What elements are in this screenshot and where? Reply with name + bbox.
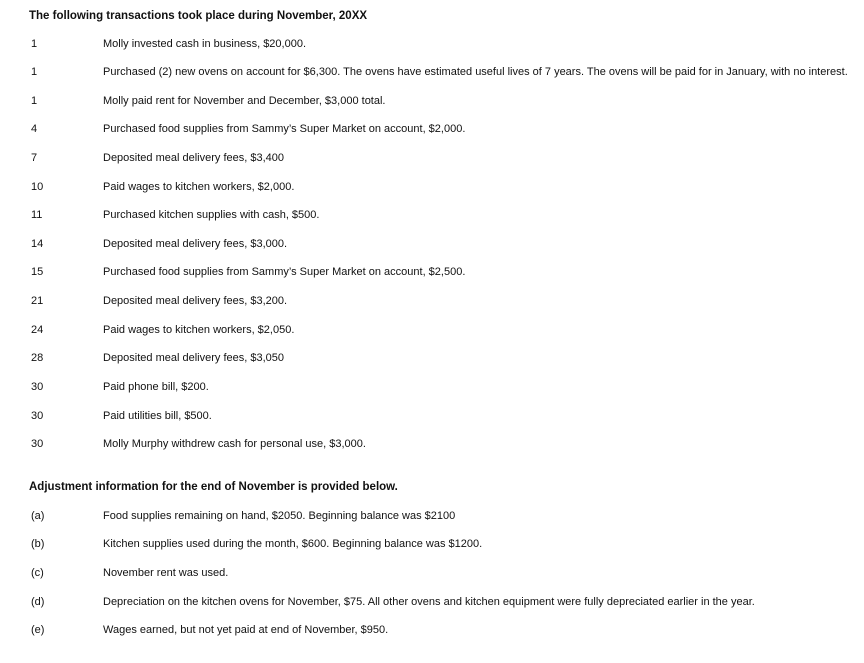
transaction-description: Molly invested cash in business, $20,000. xyxy=(103,38,307,50)
transaction-row xyxy=(0,380,864,394)
transaction-description: Purchased food supplies from Sammy’s Super Market on account, $2,000. xyxy=(103,123,466,135)
transaction-day: 30 xyxy=(31,381,44,393)
adjustment-label: (c) xyxy=(31,567,44,579)
transaction-day: 30 xyxy=(31,438,44,450)
transaction-day: 7 xyxy=(31,152,38,164)
transaction-description: Purchased kitchen supplies with cash, $500. xyxy=(103,209,320,221)
transaction-description: Molly Murphy withdrew cash for personal use, $3,000. xyxy=(103,438,366,450)
transaction-row xyxy=(0,437,864,451)
transaction-description: Purchased food supplies from Sammy’s Super Market on account, $2,500. xyxy=(103,266,466,278)
transaction-row xyxy=(0,294,864,308)
transaction-day: 1 xyxy=(31,38,38,50)
transaction-day: 15 xyxy=(31,266,44,278)
transaction-day: 4 xyxy=(31,123,38,135)
transaction-description: Deposited meal delivery fees, $3,050 xyxy=(103,352,284,364)
transaction-day: 24 xyxy=(31,324,44,336)
transaction-row xyxy=(0,208,864,222)
transactions-title: The following transactions took place during November, 20XX xyxy=(29,10,368,22)
adjustment-description: November rent was used. xyxy=(103,567,229,579)
transaction-description: Purchased (2) new ovens on account for $6,300. The ovens have estimated useful lives of 7 years. The ovens will be paid for in January, with no interest. xyxy=(103,66,848,78)
transaction-description: Deposited meal delivery fees, $3,000. xyxy=(103,238,288,250)
transaction-row xyxy=(0,265,864,279)
transaction-row xyxy=(0,323,864,337)
transaction-description: Deposited meal delivery fees, $3,400 xyxy=(103,152,284,164)
adjustment-row xyxy=(0,537,864,551)
transaction-day: 30 xyxy=(31,410,44,422)
transaction-day: 1 xyxy=(31,66,38,78)
adjustment-label: (b) xyxy=(31,538,45,550)
transaction-row xyxy=(0,351,864,365)
transaction-day: 21 xyxy=(31,295,44,307)
adjustments-title: Adjustment information for the end of November is provided below. xyxy=(29,481,398,493)
transaction-description: Deposited meal delivery fees, $3,200. xyxy=(103,295,288,307)
transaction-row xyxy=(0,122,864,136)
transaction-row xyxy=(0,37,864,51)
adjustment-row xyxy=(0,595,864,609)
adjustment-label: (e) xyxy=(31,624,45,636)
transaction-description: Paid phone bill, $200. xyxy=(103,381,209,393)
transaction-description: Paid utilities bill, $500. xyxy=(103,410,212,422)
transaction-row xyxy=(0,180,864,194)
transaction-description: Paid wages to kitchen workers, $2,000. xyxy=(103,181,295,193)
transaction-row xyxy=(0,151,864,165)
adjustment-label: (a) xyxy=(31,510,45,522)
adjustment-description: Wages earned, but not yet paid at end of November, $950. xyxy=(103,624,389,636)
transaction-day: 14 xyxy=(31,238,44,250)
transaction-day: 11 xyxy=(31,209,43,221)
adjustment-row xyxy=(0,509,864,523)
adjustment-label: (d) xyxy=(31,596,45,608)
transaction-day: 10 xyxy=(31,181,44,193)
adjustment-row xyxy=(0,623,864,637)
adjustment-description: Depreciation on the kitchen ovens for November, $75. All other ovens and kitchen equipment were fully depreciated earlier in the year. xyxy=(103,596,755,608)
transaction-row xyxy=(0,65,864,79)
adjustment-description: Food supplies remaining on hand, $2050. Beginning balance was $2100 xyxy=(103,510,456,522)
adjustment-row xyxy=(0,566,864,580)
transaction-day: 28 xyxy=(31,352,44,364)
transaction-description: Paid wages to kitchen workers, $2,050. xyxy=(103,324,295,336)
transaction-row xyxy=(0,409,864,423)
transaction-day: 1 xyxy=(31,95,38,107)
transaction-description: Molly paid rent for November and December, $3,000 total. xyxy=(103,95,386,107)
adjustment-description: Kitchen supplies used during the month, $600. Beginning balance was $1200. xyxy=(103,538,483,550)
transaction-row xyxy=(0,94,864,108)
transaction-row xyxy=(0,237,864,251)
